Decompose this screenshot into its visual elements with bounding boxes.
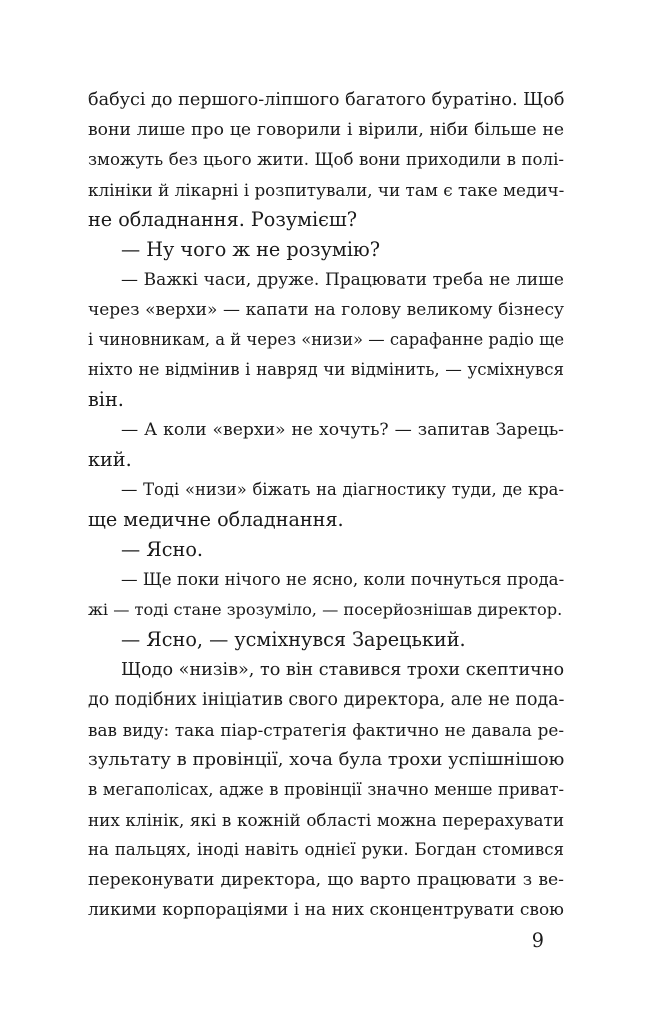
text-line: — Ще поки нічого не ясно, коли почнуться прода- [121, 570, 565, 589]
text-line: зультату в провінції, хоча була трохи успішнішою [88, 749, 565, 770]
text-line: — Ясно. [121, 538, 203, 561]
text-line: на пальцях, іноді навіть однієї руки. Богдан стомився [88, 840, 564, 859]
text-line: Щодо «низів», то він ставився трохи скептично [121, 660, 565, 680]
text-line: зможуть без цього жити. Щоб вони приходили в полі- [88, 150, 564, 169]
text-line: вав виду: така піар-стратегія фактично не давала ре- [88, 720, 564, 740]
text-line: ще медичне обладнання. [88, 508, 344, 531]
text-line: кий. [88, 448, 132, 471]
page-number: 9 [531, 929, 544, 952]
text-line: до подібних ініціатив свого директора, але не пода- [88, 690, 565, 710]
text-line: клініки й лікарні і розпитували, чи там є таке медич- [88, 180, 565, 200]
text-line: них клінік, які в кожній області можна перерахувати [88, 810, 564, 830]
text-line: в мегаполісах, адже в провінції значно менше приват- [88, 780, 564, 799]
text-line: — Тоді «низи» біжать на діагностику туди, де кра- [121, 480, 564, 499]
text-line: ніхто не відмінив і навряд чи відмінить, — усміхнувся [88, 360, 564, 379]
text-line: — Важкі часи, друже. Працювати треба не лише [121, 270, 564, 290]
text-line: не обладнання. Розумієш? [88, 208, 358, 231]
text-line: — Ну чого ж не розумію? [121, 238, 380, 261]
text-line: — А коли «верхи» не хочуть? — запитав Зарець- [121, 420, 564, 440]
text-line: і чиновникам, а й через «низи» — сарафанне радіо ще [88, 330, 565, 349]
text-line: — Ясно, — усміхнувся Зарецький. [121, 628, 466, 651]
text-line: він. [88, 388, 124, 411]
text-line: через «верхи» — капати на голову великому бізнесу [88, 300, 564, 320]
text-line: вони лише про це говорили і вірили, ніби більше не [88, 120, 564, 140]
text-line: бабусі до першого-ліпшого багатого буратіно. Щоб [88, 90, 565, 110]
text-line: ликими корпораціями і на них сконцентрувати свою [88, 900, 564, 920]
text-line: переконувати директора, що варто працювати з ве- [88, 870, 564, 890]
text-line: жі — тоді стане зрозуміло, — посерйознішав директор. [88, 600, 563, 619]
